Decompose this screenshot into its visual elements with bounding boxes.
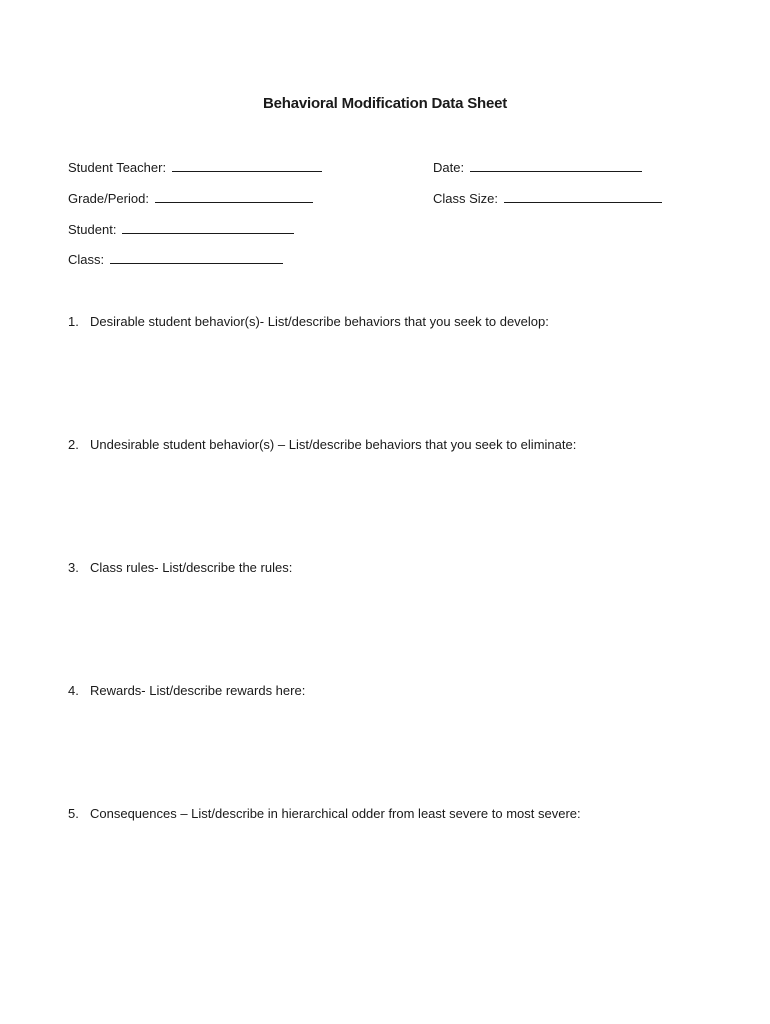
class-size-field [433,190,662,206]
question-item [68,314,549,329]
class-blank[interactable] [110,251,283,264]
question-item [68,437,576,452]
grade-period-label: Grade/Period: [68,191,149,206]
question-text: Rewards- List/describe rewards here: [90,683,306,698]
student-teacher-field [68,159,322,175]
question-number: 5. [68,806,79,821]
class-label: Class: [68,252,105,267]
date-label: Date: [433,160,465,175]
question-text: Class rules- List/describe the rules: [90,560,293,575]
grade-period-blank[interactable] [155,190,313,203]
question-text: Undesirable student behavior(s) – List/describe behaviors that you seek to eliminate: [90,437,577,452]
question-text: Consequences – List/describe in hierarchical odder from least severe to most severe: [90,806,581,821]
student-label: Student: [68,222,117,237]
student-teacher-label: Student Teacher: [68,160,167,175]
question-item [68,683,305,698]
date-field [433,159,642,175]
class-size-blank[interactable] [504,190,662,203]
grade-period-field [68,190,313,206]
student-field [68,221,294,237]
document-title: Behavioral Modification Data Sheet [262,95,508,112]
class-size-label: Class Size: [433,191,499,206]
question-text: Desirable student behavior(s)- List/describe behaviors that you seek to develop: [90,314,549,329]
question-number: 4. [68,683,79,698]
question-item [68,560,292,575]
question-number: 1. [68,314,79,329]
question-item [68,806,581,821]
question-number: 2. [68,437,79,452]
class-field [68,251,283,267]
question-number: 3. [68,560,79,575]
student-teacher-blank[interactable] [172,159,322,172]
date-blank[interactable] [470,159,642,172]
student-blank[interactable] [122,221,294,234]
